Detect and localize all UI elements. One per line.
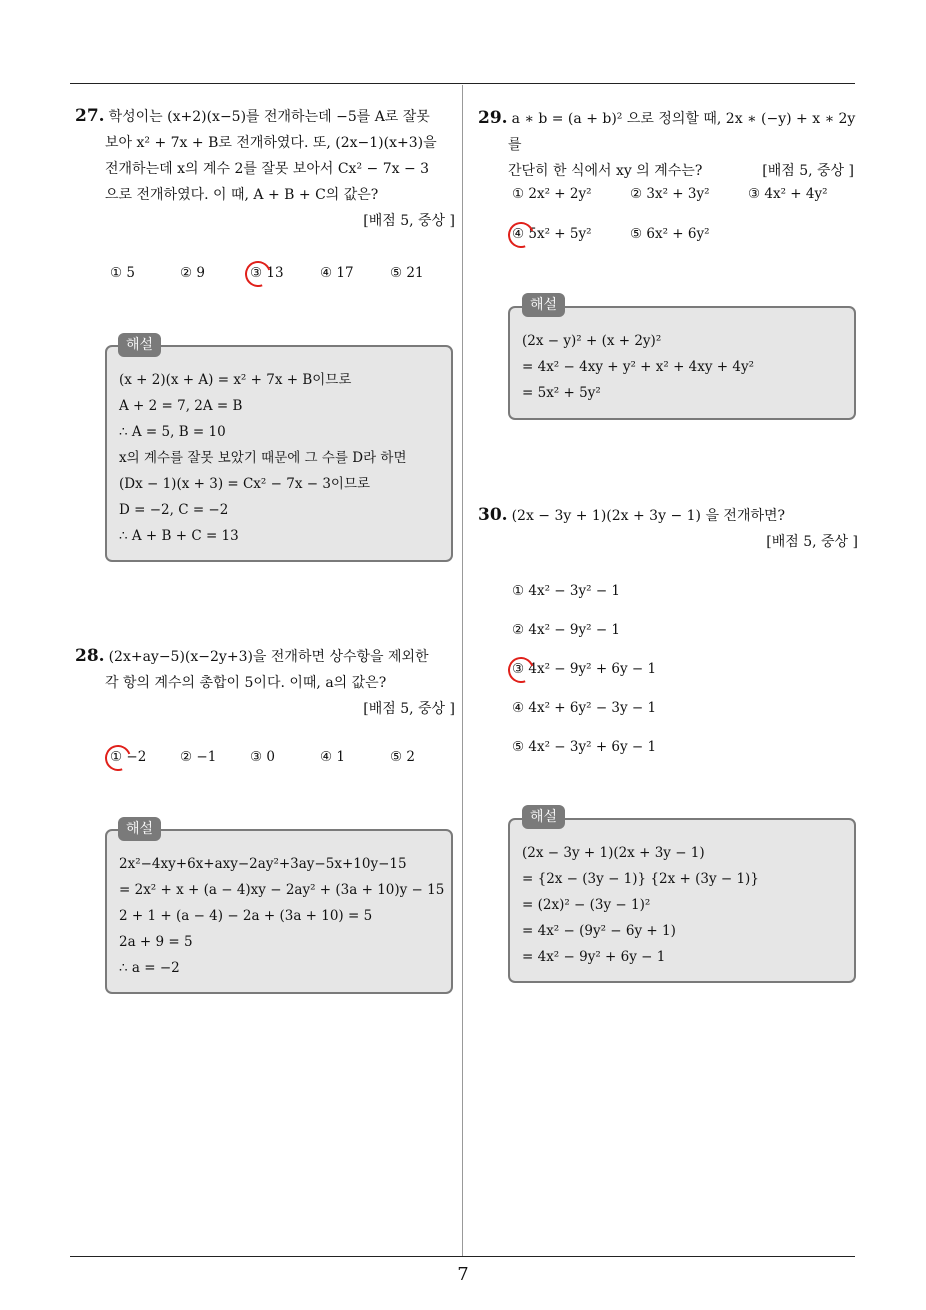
choice-4[interactable]: ④ 17 xyxy=(320,265,354,281)
choice-3[interactable]: ③ 4x² − 9y² + 6y − 1 xyxy=(512,661,657,677)
problem-30-line: (2x − 3y + 1)(2x + 3y − 1) 을 전개하면? xyxy=(511,508,786,524)
problem-29-text xyxy=(478,105,858,184)
solution-line: (2x − y)² + (x + 2y)² xyxy=(522,333,662,349)
problem-29-line: a ∗ b = (a + b)² 으로 정의할 때, 2x ∗ (−y) + x ∗ 2y 를 xyxy=(508,111,856,153)
solution-line: A + 2 = 7, 2A = B xyxy=(119,398,243,414)
solution-label: 해설 xyxy=(118,333,161,357)
solution-label: 해설 xyxy=(522,293,565,317)
solution-line: D = −2, C = −2 xyxy=(119,502,229,518)
problem-30-text xyxy=(478,502,858,529)
problem-27-number: 27. xyxy=(75,106,105,126)
page-number: 7 xyxy=(457,1264,469,1285)
problem-27-line: 학성이는 (x+2)(x−5)를 전개하는데 −5를 A로 잘못 xyxy=(108,109,430,125)
solution-box-29 xyxy=(508,306,856,420)
solution-28-lines xyxy=(119,851,444,981)
choice-1[interactable]: ① 5 xyxy=(110,265,135,281)
solution-label: 해설 xyxy=(118,817,161,841)
solution-27-lines xyxy=(119,367,407,549)
choice-2[interactable]: ② 3x² + 3y² xyxy=(630,186,710,202)
problem-30-number: 30. xyxy=(478,505,508,525)
choice-3[interactable]: ③ 0 xyxy=(250,749,275,765)
solution-29-lines xyxy=(522,328,754,406)
problem-27-points: [배점 5, 중상 ] xyxy=(363,213,455,229)
bottom-rule xyxy=(70,1256,855,1257)
choice-5[interactable]: ⑤ 21 xyxy=(390,265,424,281)
solution-line: (x + 2)(x + A) = x² + 7x + B이므로 xyxy=(119,372,352,388)
problem-27-text xyxy=(75,103,455,208)
solution-line: x의 계수를 잘못 보았기 때문에 그 수를 D라 하면 xyxy=(119,450,407,466)
problem-29-number: 29. xyxy=(478,108,508,128)
choice-1[interactable]: ① 4x² − 3y² − 1 xyxy=(512,583,621,599)
solution-30-lines xyxy=(522,840,759,970)
solution-line: (Dx − 1)(x + 3) = Cx² − 7x − 3이므로 xyxy=(119,476,371,492)
problem-29 xyxy=(478,105,858,184)
solution-line: ∴ A = 5, B = 10 xyxy=(119,424,226,440)
solution-line: 2x²−4xy+6x+axy−2ay²+3ay−5x+10y−15 xyxy=(119,856,407,872)
problem-28-number: 28. xyxy=(75,646,105,666)
solution-label: 해설 xyxy=(522,805,565,829)
answer-mark xyxy=(101,741,136,776)
problem-27-line: 전개하는데 x의 계수 2를 잘못 보아서 Cx² − 7x − 3 xyxy=(105,161,430,177)
problem-27 xyxy=(75,103,455,234)
solution-box-30 xyxy=(508,818,856,983)
choice-2[interactable]: ② −1 xyxy=(180,749,217,765)
solution-line: (2x − 3y + 1)(2x + 3y − 1) xyxy=(522,845,705,861)
answer-mark xyxy=(241,257,276,292)
problem-27-line: 보아 x² + 7x + B로 전개하였다. 또, (2x−1)(x+3)을 xyxy=(105,135,437,151)
problem-27-line: 으로 전개하였다. 이 때, A + B + C의 값은? xyxy=(105,187,379,203)
solution-line: = 4x² − (9y² − 6y + 1) xyxy=(522,923,676,939)
solution-line: ∴ A + B + C = 13 xyxy=(119,528,239,544)
problem-28 xyxy=(75,643,455,722)
answer-mark xyxy=(504,218,539,253)
choice-1[interactable]: ① −2 xyxy=(110,749,147,765)
answer-mark xyxy=(504,653,539,688)
problem-28-line: 각 항의 계수의 총합이 5이다. 이때, a의 값은? xyxy=(105,675,387,691)
problem-28-points: [배점 5, 중상 ] xyxy=(363,701,455,717)
choice-5[interactable]: ⑤ 2 xyxy=(390,749,415,765)
solution-box-27 xyxy=(105,345,453,562)
choice-5[interactable]: ⑤ 6x² + 6y² xyxy=(630,226,710,242)
solution-line: = (2x)² − (3y − 1)² xyxy=(522,897,651,913)
choice-2[interactable]: ② 9 xyxy=(180,265,205,281)
solution-line: = 4x² − 4xy + y² + x² + 4xy + 4y² xyxy=(522,359,755,375)
problem-30 xyxy=(478,502,858,555)
problem-28-line: (2x+ay−5)(x−2y+3)을 전개하면 상수항을 제외한 xyxy=(108,649,429,665)
top-rule xyxy=(70,83,855,84)
choice-4[interactable]: ④ 1 xyxy=(320,749,345,765)
solution-line: = 2x² + x + (a − 4)xy − 2ay² + (3a + 10)y − 15 xyxy=(119,882,445,898)
solution-line: 2a + 9 = 5 xyxy=(119,934,193,950)
choice-5[interactable]: ⑤ 4x² − 3y² + 6y − 1 xyxy=(512,739,657,755)
choice-4[interactable]: ④ 4x² + 6y² − 3y − 1 xyxy=(512,700,657,716)
solution-line: ∴ a = −2 xyxy=(119,960,180,976)
solution-line: 2 + 1 + (a − 4) − 2a + (3a + 10) = 5 xyxy=(119,908,373,924)
choice-4[interactable]: ④ 5x² + 5y² xyxy=(512,226,592,242)
problem-29-line: 간단히 한 식에서 xy 의 계수는? xyxy=(508,163,703,179)
choice-1[interactable]: ① 2x² + 2y² xyxy=(512,186,592,202)
choice-3[interactable]: ③ 13 xyxy=(250,265,284,281)
solution-line: = 4x² − 9y² + 6y − 1 xyxy=(522,949,666,965)
problem-28-text xyxy=(75,643,455,696)
column-divider xyxy=(462,85,463,1256)
solution-line: = 5x² + 5y² xyxy=(522,385,601,401)
choice-3[interactable]: ③ 4x² + 4y² xyxy=(748,186,828,202)
problem-29-points: [배점 5, 중상 ] xyxy=(762,163,854,179)
problem-30-points: [배점 5, 중상 ] xyxy=(766,534,858,550)
solution-line: = {2x − (3y − 1)} {2x + (3y − 1)} xyxy=(522,871,759,887)
choice-2[interactable]: ② 4x² − 9y² − 1 xyxy=(512,622,621,638)
solution-box-28 xyxy=(105,829,453,994)
